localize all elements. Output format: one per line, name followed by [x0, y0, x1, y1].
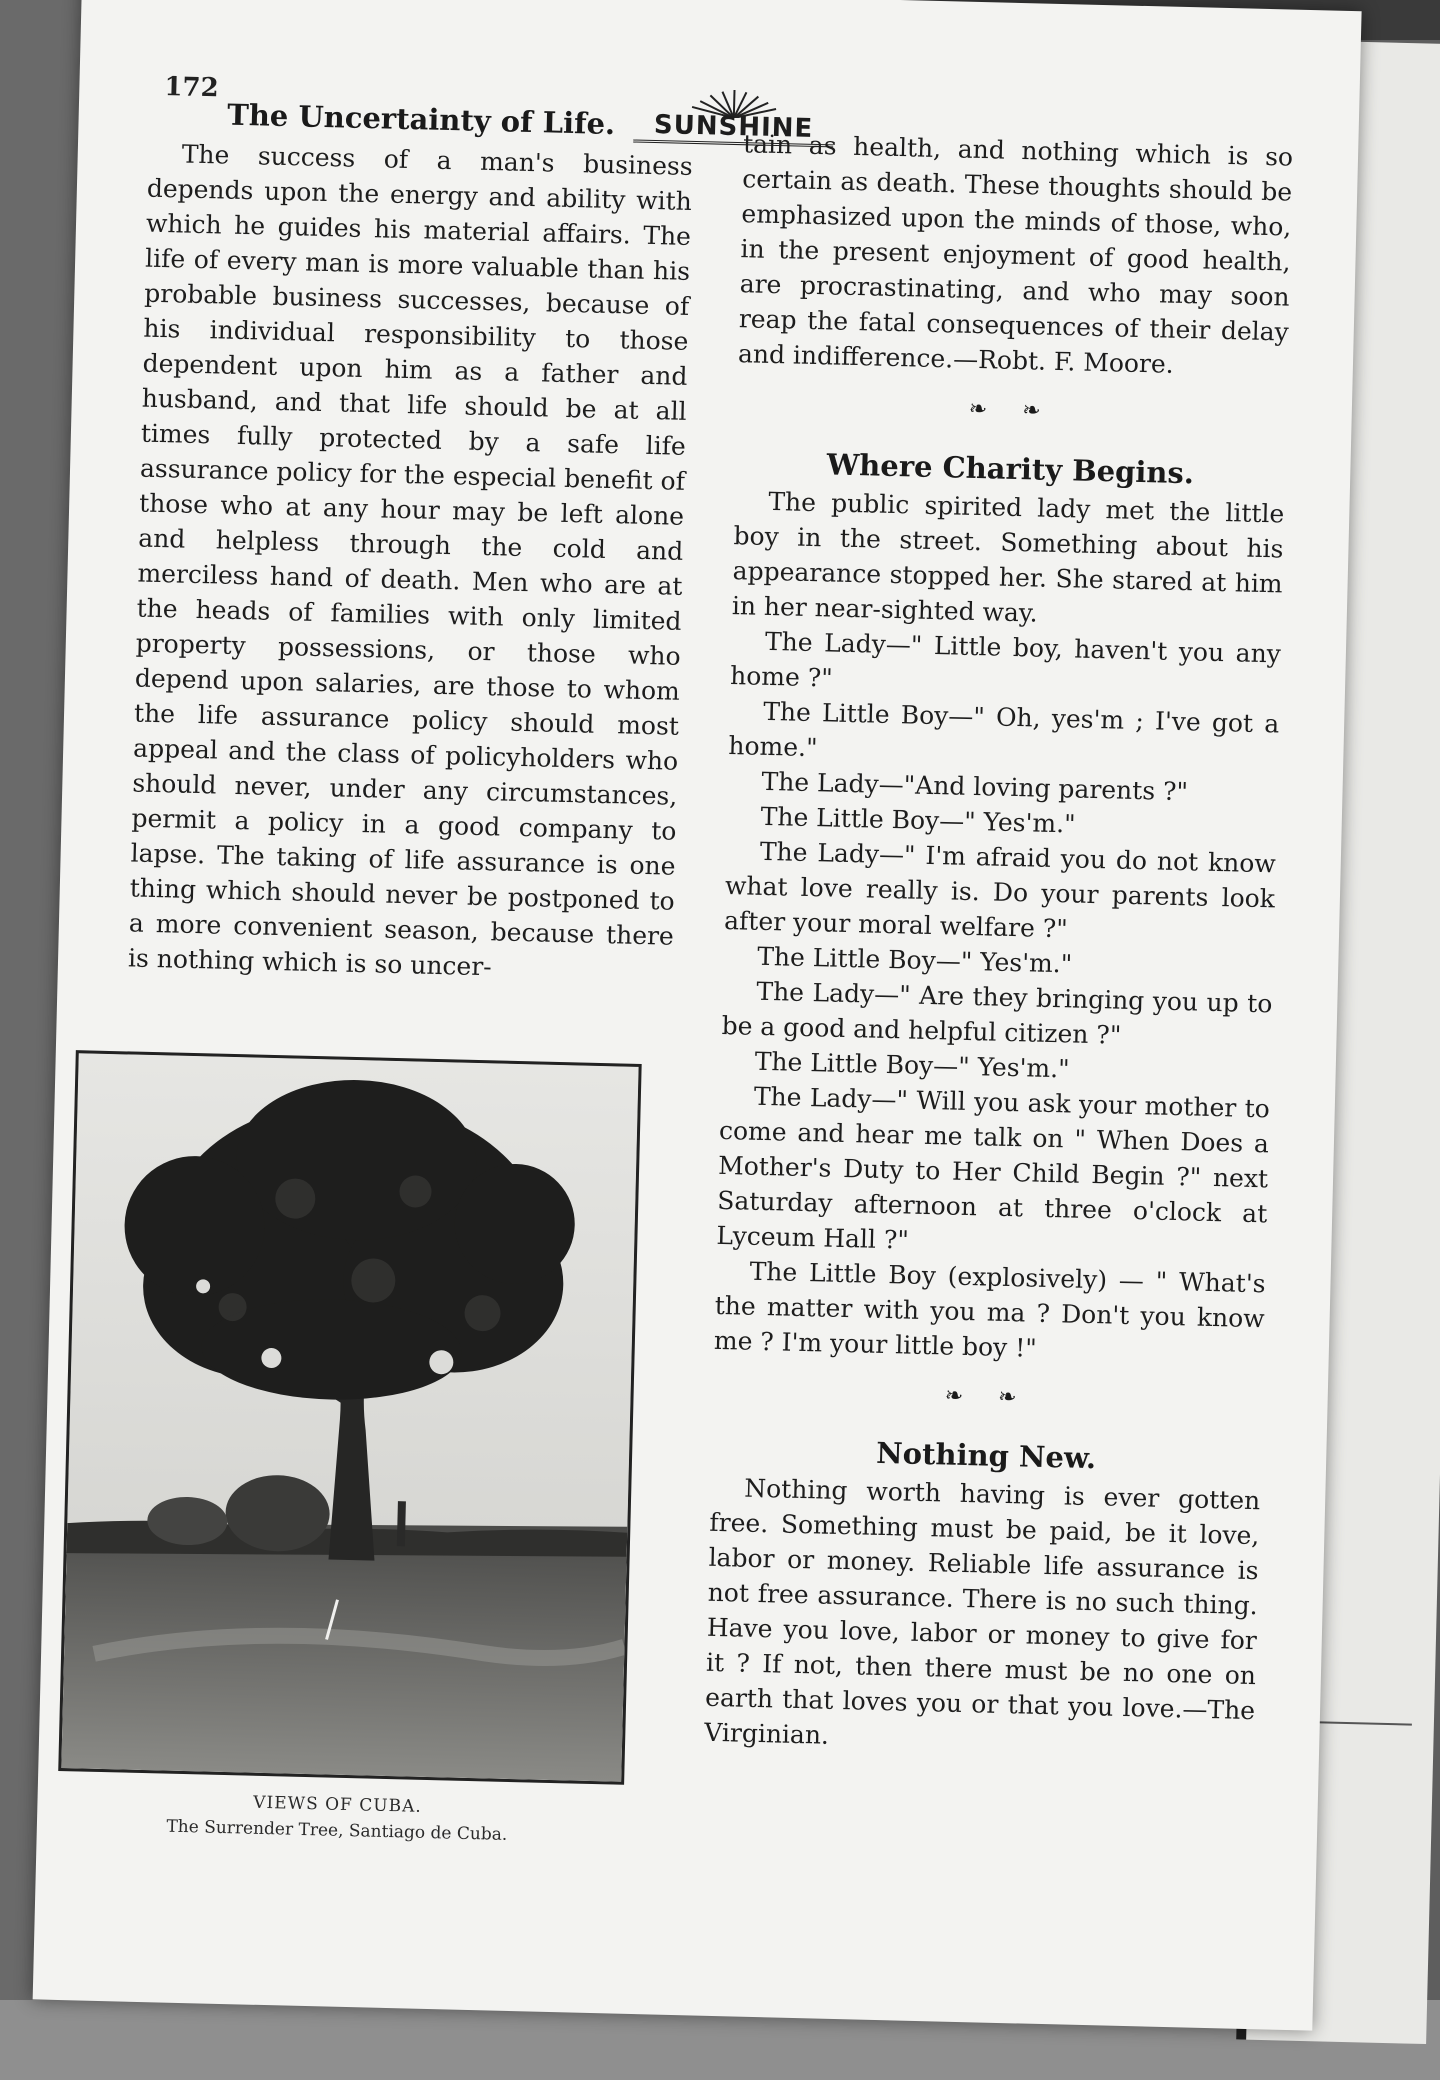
- caption-title: VIEWS OF CUBA.: [252, 1792, 422, 1817]
- dialogue-line: The Little Boy—" Oh, yes'm ; I've got a home.": [728, 696, 1280, 763]
- article-title: The Uncertainty of Life.: [226, 97, 616, 142]
- dialogue-line: The Little Boy—" Yes'm.": [756, 941, 1073, 979]
- dialogue-line: The Lady—" I'm afraid you do not know what love really is. Do your parents look after your moral welfare ?": [723, 836, 1277, 944]
- article-body-continued: tain as health, and nothing which is so certain as death. These thoughts should be emphasized upon the minds of those, who, in the present enjoyment of good health, are procrastinating, and who may soon reap the fatal consequences of their delay and indifference.—Robt. F. Moore.: [737, 129, 1294, 379]
- masthead-title: SUNSHINE: [633, 110, 834, 148]
- article-body: Nothing worth having is ever gotten free. Something must be paid, be it love, labor or money. Reliable life assurance is not free assurance. There is no such thing. Have you love, labor or money to give for it ? If not, then there must be no one on earth that loves you or that you love.—The Virginian.: [704, 1473, 1261, 1750]
- tree-photo-illustration: [61, 1053, 638, 1781]
- dialogue-line: The Lady—" Little boy, haven't you any home ?": [729, 626, 1282, 693]
- article-body: The success of a man's business depends upon the energy and ability with which he guides his material affairs. The life of every man is more valuable than his probable business successes, because of his individual responsibility to those dependent upon him as a father and husband, and that life should be at all times fully protected by a safe life assurance policy for the especial benefit of those who at any hour may be left alone and helpless through the cold and merciless hand of death. Men who are at the heads of families with only limited property possessions, or those who depend upon salaries, are those to whom the life assurance policy should most appeal and the class of policyholders who should never, under any circumstances, permit a policy in a good company to lapse. The taking of life assurance is one thing which should never be postponed to a more convenient season, because there is nothing which is so uncer-: [127, 139, 693, 982]
- article-body: The public spirited lady met the little boy in the street. Something about his appearance stopped her. She stared at him in her near-sighted way.: [731, 486, 1285, 628]
- dialogue-line: The Little Boy—" Yes'm.": [754, 1046, 1070, 1084]
- article-title: Where Charity Begins.: [826, 447, 1195, 491]
- photo-caption: [57, 1785, 618, 1851]
- photo-surrender-tree: [58, 1050, 641, 1785]
- dialogue-line: The Lady—"And loving parents ?": [761, 766, 1189, 807]
- section-ornament: ❧ ❧: [944, 1383, 1031, 1411]
- dialogue-line: The Little Boy—" Yes'm.": [760, 801, 1076, 839]
- left-column: [128, 92, 694, 989]
- dialogue-line: The Lady—" Will you ask your mother to come and hear me talk on " When Does a Mother's Duty to Her Child Begin ?" next Saturday afternoon at three o'clock at Lyceum Hall ?": [716, 1081, 1271, 1255]
- dialogue-line: The Lady—" Are they bringing you up to be a good and helpful citizen ?": [721, 976, 1273, 1050]
- section-ornament: ❧ ❧: [968, 396, 1055, 424]
- caption-subtitle: The Surrender Tree, Santiago de Cuba.: [166, 1816, 508, 1845]
- article-title: Nothing New.: [875, 1435, 1097, 1476]
- page-number: 172: [164, 72, 220, 104]
- dialogue-line: The Little Boy (explosively) — " What's the matter with you ma ? Don't you know me ? I'm your little boy !": [713, 1256, 1266, 1363]
- magazine-page: [33, 0, 1362, 2031]
- right-column: [704, 126, 1294, 1763]
